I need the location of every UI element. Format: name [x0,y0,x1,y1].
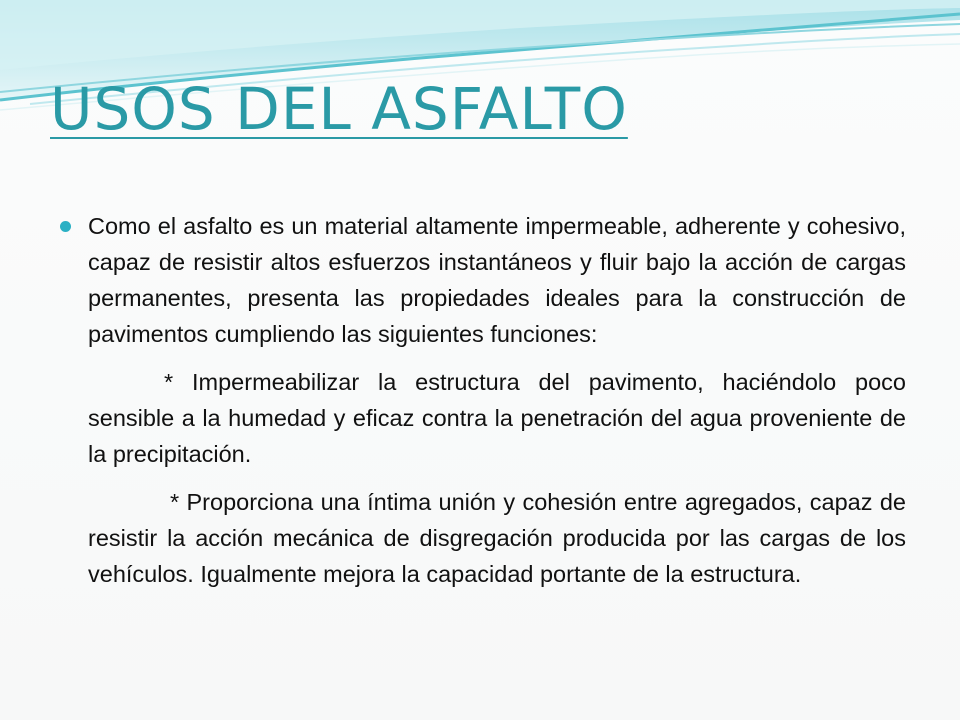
bullet-item [58,208,906,592]
function-paragraph-2: * Proporciona una íntima unión y cohesión entre agregados, capaz de resistir la acción mecánica de disgregación producida por las cargas de los vehículos. Igualmente mejora la capacidad portante de la estructura. [88,489,906,587]
bullet-dot-icon [60,221,71,232]
slide-body [58,208,906,604]
slide-title: USOS DEL ASFALTO [50,75,628,143]
function-paragraph-1: * Impermeabilizar la estructura del pavimento, haciéndolo poco sensible a la humedad y eficaz contra la penetración del agua proveniente de la precipitación. [88,369,906,467]
intro-paragraph: Como el asfalto es un material altamente impermeable, adherente y cohesivo, capaz de resistir altos esfuerzos instantáneos y fluir bajo la acción de cargas permanentes, presenta las propiedades ideales para la construcción de pavimentos cumpliendo las siguientes funciones: [88,213,906,347]
